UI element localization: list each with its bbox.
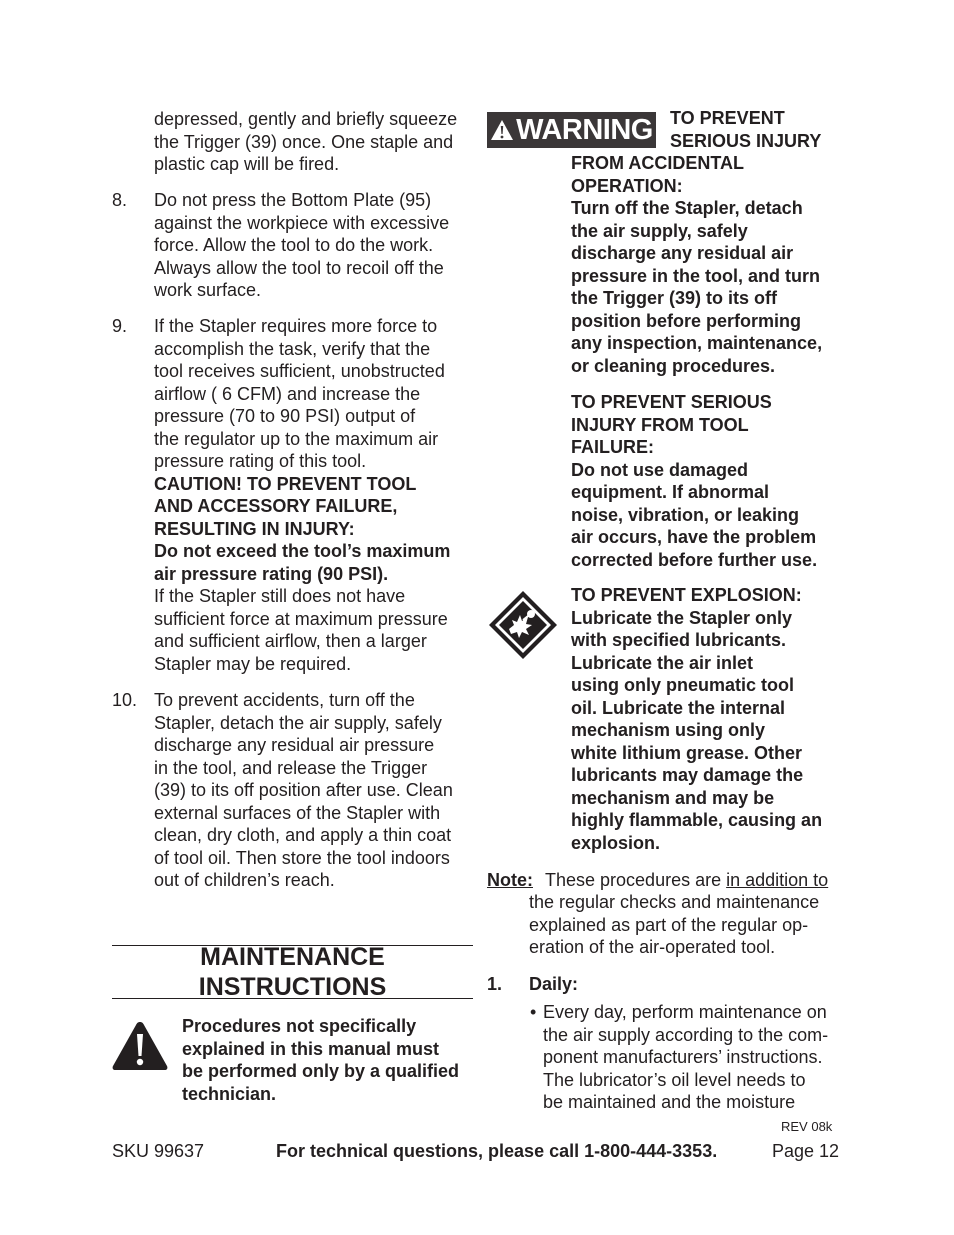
note-label: Note: bbox=[487, 870, 533, 890]
text-line: Lubricate the air inlet bbox=[571, 652, 754, 673]
text-line: depressed, gently and briefly squeeze bbox=[154, 109, 458, 129]
text-line: with specified lubricants. bbox=[571, 630, 787, 650]
qualified-technician-notice bbox=[182, 1015, 477, 1105]
text-line: using only pneumatic tool bbox=[571, 675, 795, 695]
text-line: the air supply, safely bbox=[571, 220, 748, 241]
text-line: any inspection, maintenance, bbox=[571, 333, 823, 353]
daily-bullet-text bbox=[543, 1001, 853, 1114]
text-line: accomplish the task, verify that the bbox=[154, 338, 431, 359]
text-line: Stapler, detach the air supply, safely bbox=[154, 712, 442, 733]
text-line: tool receives sufficient, unobstructed bbox=[154, 361, 445, 381]
text-line: position before performing bbox=[571, 310, 802, 331]
sku-label: SKU 99637 bbox=[112, 1141, 205, 1161]
step-8-text bbox=[154, 189, 474, 302]
accidental-operation-warning bbox=[571, 152, 851, 377]
text-line: out of children’s reach. bbox=[154, 870, 335, 890]
heading-line: INSTRUCTIONS bbox=[198, 973, 387, 1001]
heading-line: MAINTENANCE bbox=[200, 943, 385, 971]
text-line: (39) to its off position after use. Clean bbox=[154, 780, 453, 800]
note-body bbox=[529, 891, 849, 959]
note-first-line bbox=[545, 869, 828, 892]
caution-line: air pressure rating (90 PSI). bbox=[154, 563, 389, 584]
daily-number: 1. bbox=[487, 974, 503, 994]
step-10-text bbox=[154, 689, 474, 892]
text-line: Lubricate the Stapler only bbox=[571, 607, 793, 628]
text-line: explosion. bbox=[571, 832, 661, 853]
text-line: Stapler may be required. bbox=[154, 653, 352, 674]
step-number-8: 8. bbox=[112, 190, 128, 210]
text-line: work surface. bbox=[154, 280, 262, 300]
text-line: highly flammable, causing an bbox=[571, 810, 823, 830]
text-line: be maintained and the moisture bbox=[543, 1092, 796, 1112]
daily-heading: Daily: bbox=[529, 974, 579, 994]
text-line: OPERATION: bbox=[571, 175, 683, 196]
text-line: explained in this manual must bbox=[182, 1038, 440, 1059]
text-line: If the Stapler requires more force to bbox=[154, 316, 438, 336]
text-line: plastic cap will be fired. bbox=[154, 154, 340, 174]
text-line: Do not use damaged bbox=[571, 459, 749, 480]
explosion-warning bbox=[571, 584, 851, 854]
revision-label: REV 08k bbox=[781, 1119, 833, 1134]
warning-heading bbox=[670, 107, 850, 152]
text-line: and sufficient airflow, then a larger bbox=[154, 631, 427, 651]
text-line: TO PREVENT EXPLOSION: bbox=[571, 585, 802, 605]
text-line: the regulator up to the maximum air bbox=[154, 428, 439, 449]
text-line: discharge any residual air bbox=[571, 243, 794, 263]
maintenance-heading bbox=[112, 942, 473, 1002]
text-line: clean, dry cloth, and apply a thin coat bbox=[154, 825, 452, 845]
text-line: FROM ACCIDENTAL bbox=[571, 153, 744, 173]
text-line: white lithium grease. Other bbox=[571, 742, 803, 763]
text-line: the Trigger (39) once. One staple and bbox=[154, 131, 454, 152]
page-number: Page 12 bbox=[772, 1141, 840, 1161]
text-line: Always allow the tool to recoil off the bbox=[154, 257, 444, 278]
text-line: Procedures not specifically bbox=[182, 1016, 417, 1036]
text-line: noise, vibration, or leaking bbox=[571, 504, 800, 525]
note-emphasis: in addition to bbox=[726, 870, 829, 890]
text-line: INJURY FROM TOOL bbox=[571, 414, 749, 435]
step-number-10: 10. bbox=[112, 690, 138, 710]
text-line: mechanism and may be bbox=[571, 787, 775, 808]
text-line: TO PREVENT bbox=[670, 108, 785, 128]
text-line: of tool oil. Then store the tool indoors bbox=[154, 847, 450, 868]
text-line: eration of the air-operated tool. bbox=[529, 937, 776, 957]
text-line: discharge any residual air pressure bbox=[154, 735, 435, 755]
step-number-9: 9. bbox=[112, 316, 128, 336]
tool-failure-warning bbox=[571, 391, 851, 571]
text-line: pressure (70 to 90 PSI) output of bbox=[154, 406, 416, 426]
text-line: If the Stapler still does not have bbox=[154, 586, 406, 606]
explosion-hazard-icon bbox=[487, 589, 559, 661]
text-line: pressure rating of this tool. bbox=[154, 451, 367, 471]
text-line: or cleaning procedures. bbox=[571, 355, 776, 376]
text-line: SERIOUS INJURY bbox=[670, 130, 822, 151]
text-line: air occurs, have the problem bbox=[571, 527, 817, 547]
step-9-text bbox=[154, 315, 474, 675]
text-line: corrected before further use. bbox=[571, 549, 818, 570]
text-line: against the workpiece with excessive bbox=[154, 212, 450, 233]
caution-triangle-icon bbox=[111, 1020, 169, 1072]
text-line: FAILURE: bbox=[571, 437, 654, 457]
text-line: lubricants may damage the bbox=[571, 765, 804, 785]
text-line: force. Allow the tool to do the work. bbox=[154, 235, 434, 255]
text-line: external surfaces of the Stapler with bbox=[154, 802, 441, 823]
support-phone: For technical questions, please call 1-800-444-3353. bbox=[276, 1141, 718, 1161]
text-line: mechanism using only bbox=[571, 720, 766, 740]
text-line: equipment. If abnormal bbox=[571, 482, 770, 502]
text-line: The lubricator’s oil level needs to bbox=[543, 1069, 806, 1090]
heading-rule-bottom bbox=[112, 998, 473, 999]
note-text: These procedures are bbox=[545, 870, 727, 890]
text-line: in the tool, and release the Trigger bbox=[154, 757, 428, 778]
text-line: pressure in the tool, and turn bbox=[571, 265, 821, 286]
text-line: the air supply according to the com- bbox=[543, 1024, 829, 1045]
text-line: To prevent accidents, turn off the bbox=[154, 690, 415, 710]
continued-step-text bbox=[154, 108, 474, 176]
caution-line: Do not exceed the tool’s maximum bbox=[154, 541, 451, 561]
warning-text: WARNING bbox=[516, 114, 653, 146]
text-line: technician. bbox=[182, 1083, 277, 1104]
warning-label bbox=[487, 112, 656, 148]
bullet-icon: • bbox=[530, 1002, 537, 1022]
text-line: sufficient force at maximum pressure bbox=[154, 608, 448, 629]
text-line: TO PREVENT SERIOUS bbox=[571, 392, 772, 412]
text-line: explained as part of the regular op- bbox=[529, 914, 809, 935]
warning-triangle-icon bbox=[490, 119, 514, 141]
text-line: airflow ( 6 CFM) and increase the bbox=[154, 383, 421, 404]
text-line: Every day, perform maintenance on bbox=[543, 1002, 827, 1022]
caution-line: AND ACCESSORY FAILURE, bbox=[154, 496, 398, 516]
text-line: the regular checks and maintenance bbox=[529, 892, 820, 912]
caution-line: RESULTING IN INJURY: bbox=[154, 518, 355, 539]
text-line: be performed only by a qualified bbox=[182, 1061, 460, 1081]
caution-line: CAUTION! TO PREVENT TOOL bbox=[154, 473, 417, 494]
text-line: the Trigger (39) to its off bbox=[571, 288, 778, 308]
text-line: Do not press the Bottom Plate (95) bbox=[154, 190, 432, 210]
text-line: oil. Lubricate the internal bbox=[571, 697, 786, 718]
text-line: Turn off the Stapler, detach bbox=[571, 198, 803, 218]
text-line: ponent manufacturers’ instructions. bbox=[543, 1047, 823, 1067]
